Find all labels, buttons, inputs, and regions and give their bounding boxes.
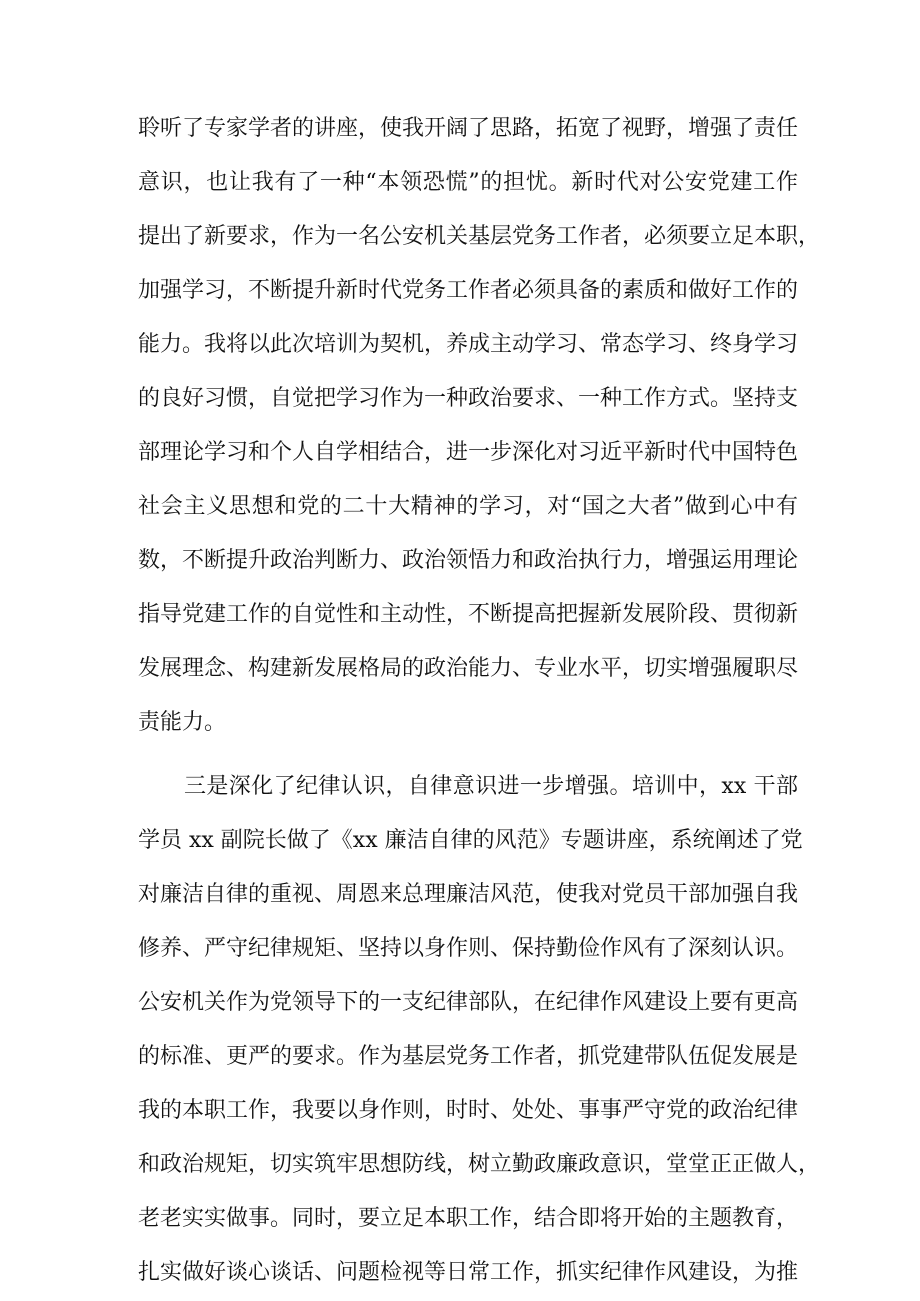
paragraph-2-line-9: 老老实实做事。同时，要立足本职工作，结合即将开始的主题教育， bbox=[138, 1206, 799, 1231]
paragraph-2-line-3: 对廉洁自律的重视、周恩来总理廉洁风范，使我对党员干部加强自我 bbox=[138, 882, 799, 907]
paragraph-1-line-10: 指导党建工作的自觉性和主动性，不断提高把握新发展阶段、贯彻新 bbox=[138, 602, 799, 627]
paragraph-1-line-3: 提出了新要求，作为一名公安机关基层党务工作者，必须要立足本职， bbox=[138, 224, 821, 249]
paragraph-2-line-5: 公安机关作为党领导下的一支纪律部队，在纪律作风建设上要有更高 bbox=[138, 990, 799, 1015]
paragraph-2-line-2: 学员 xx 副院长做了《xx 廉洁自律的风范》专题讲座，系统阐述了党 bbox=[138, 828, 803, 853]
paragraph-2-line-7: 我的本职工作，我要以身作则，时时、处处、事事严守党的政治纪律 bbox=[138, 1098, 799, 1123]
paragraph-1-line-11: 发展理念、构建新发展格局的政治能力、专业水平，切实增强履职尽 bbox=[138, 656, 799, 681]
paragraph-1-line-4: 加强学习，不断提升新时代党务工作者必须具备的素质和做好工作的 bbox=[138, 278, 799, 303]
paragraph-2-line-4: 修养、严守纪律规矩、坚持以身作则、保持勤俭作风有了深刻认识。 bbox=[138, 936, 799, 961]
paragraph-2-line-1: 三是深化了纪律认识，自律意识进一步增强。培训中，xx 干部 bbox=[184, 774, 798, 799]
paragraph-1-line-1: 聆听了专家学者的讲座，使我开阔了思路，拓宽了视野，增强了责任 bbox=[138, 116, 799, 141]
paragraph-2-line-6: 的标准、更严的要求。作为基层党务工作者，抓党建带队伍促发展是 bbox=[138, 1044, 799, 1069]
paragraph-1-line-2: 意识，也让我有了一种“本领恐慌”的担忧。新时代对公安党建工作 bbox=[138, 170, 798, 195]
paragraph-1-line-7: 部理论学习和个人自学相结合，进一步深化对习近平新时代中国特色 bbox=[138, 440, 799, 465]
paragraph-1-line-5: 能力。我将以此次培训为契机，养成主动学习、常态学习、终身学习 bbox=[138, 332, 799, 357]
paragraph-2-line-8: 和政治规矩，切实筑牢思想防线，树立勤政廉政意识，堂堂正正做人， bbox=[138, 1152, 821, 1177]
paragraph-1-line-12: 责能力。 bbox=[138, 710, 227, 735]
paragraph-1-line-8: 社会主义思想和党的二十大精神的学习，对“国之大者”做到心中有 bbox=[138, 494, 798, 519]
paragraph-1-line-9: 数，不断提升政治判断力、政治领悟力和政治执行力，增强运用理论 bbox=[138, 548, 799, 573]
paragraph-1-line-6: 的良好习惯，自觉把学习作为一种政治要求、一种工作方式。坚持支 bbox=[138, 386, 799, 411]
paragraph-2-line-10: 扎实做好谈心谈话、问题检视等日常工作，抓实纪律作风建设，为推 bbox=[138, 1260, 799, 1285]
